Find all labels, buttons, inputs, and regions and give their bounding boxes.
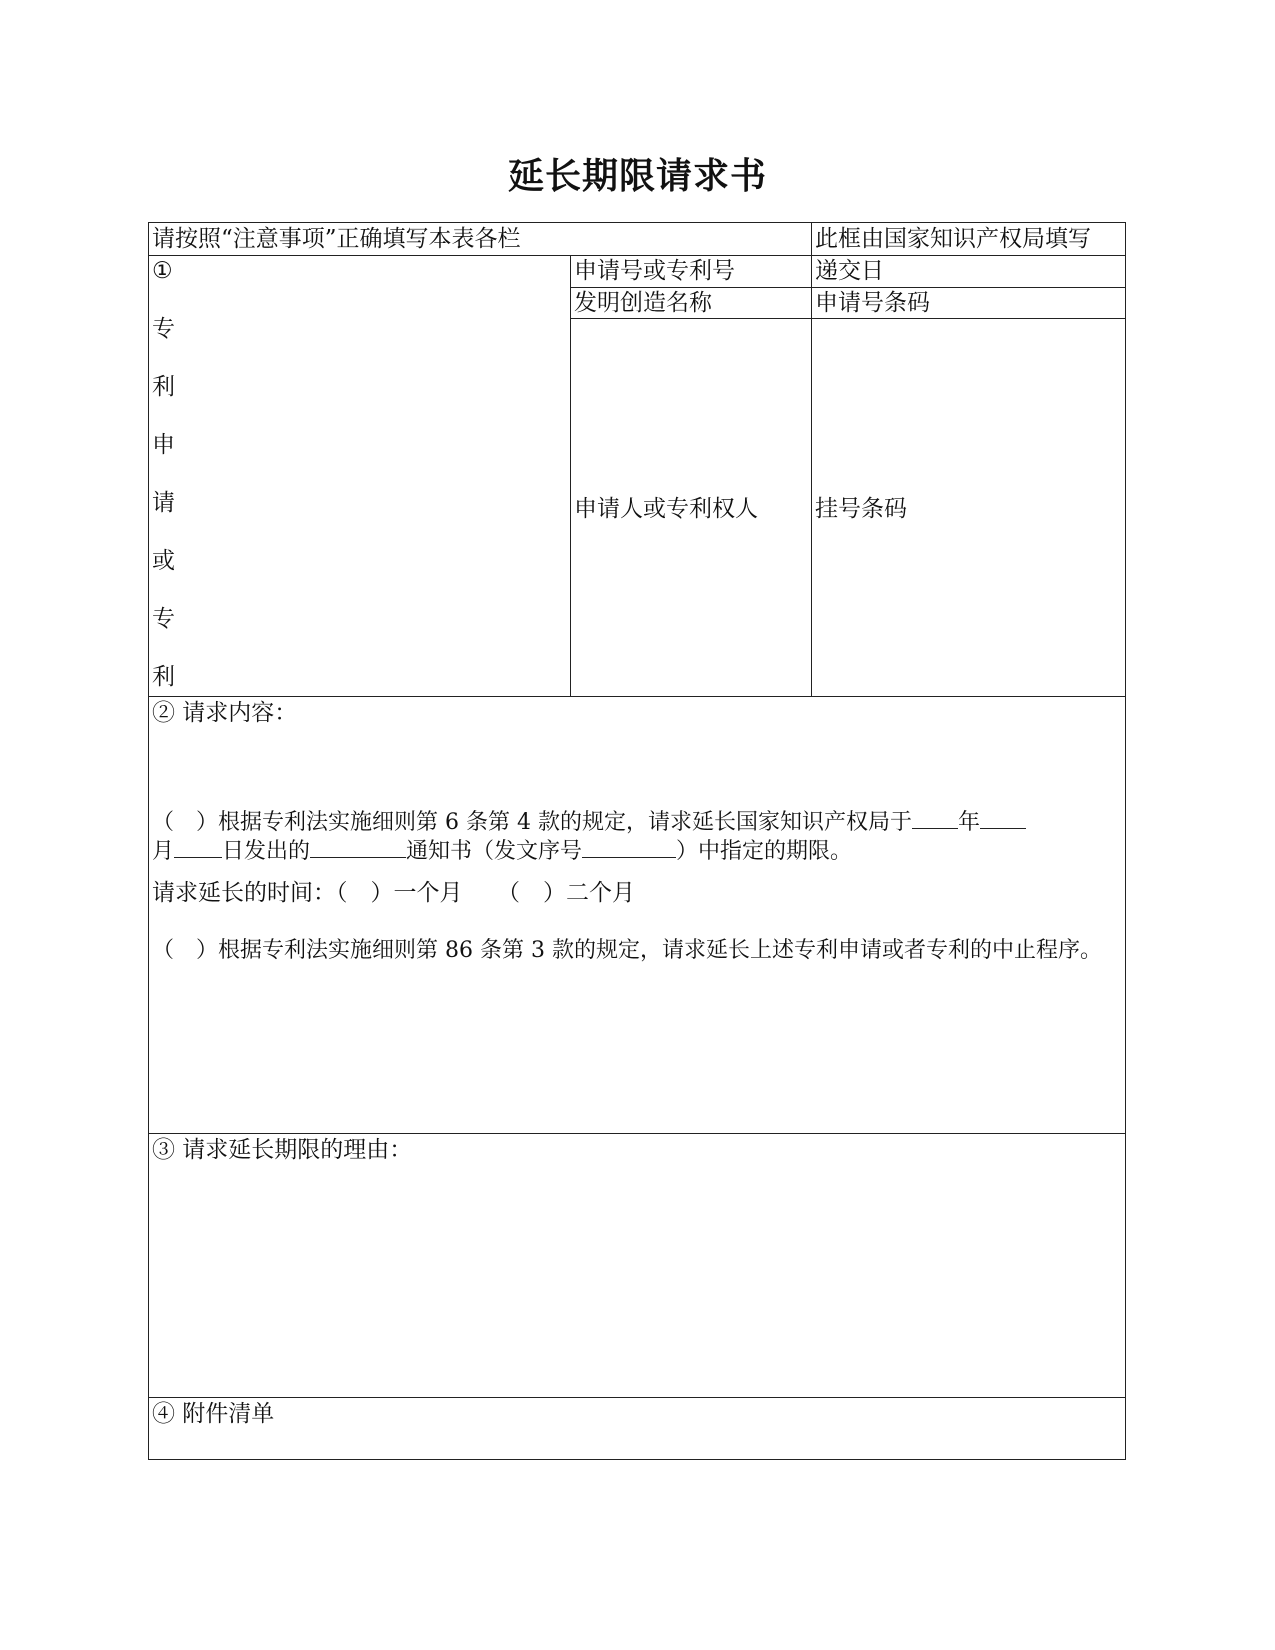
row-divider-header <box>149 255 1125 256</box>
vertical-char: 专 <box>152 606 175 632</box>
year-text: 年 <box>957 810 980 835</box>
vertical-char: 或 <box>152 548 175 574</box>
vertical-char: 申 <box>152 432 175 458</box>
serial-number-blank[interactable] <box>582 837 676 858</box>
request-form <box>148 222 1126 1460</box>
day-blank[interactable] <box>174 837 222 858</box>
section-2-heading: ② 请求内容： <box>152 700 298 726</box>
row-divider-section2 <box>149 696 1125 697</box>
vertical-char: 专 <box>152 316 175 342</box>
row-divider-name <box>570 318 1125 319</box>
vertical-char: 请 <box>152 490 175 516</box>
application-number-label: 申请号或专利号 <box>574 258 735 284</box>
day-text: 日发出的 <box>222 839 311 864</box>
request-text-1: （ ）根据专利法实施细则第 6 条第 4 款的规定，请求延长国家知识产权局于 <box>152 810 912 835</box>
request-text-end: ）中指定的期限。 <box>676 839 853 864</box>
month-blank-line[interactable] <box>980 808 1026 829</box>
col-divider-section1 <box>570 255 571 696</box>
extension-request-paragraph <box>152 808 1118 866</box>
year-blank[interactable] <box>912 808 958 829</box>
patent-application-vertical-label <box>152 315 182 721</box>
page-title: 延长期限请求书 <box>507 156 767 197</box>
invention-name-label: 发明创造名称 <box>574 290 712 316</box>
row-divider-section3 <box>149 1133 1125 1134</box>
office-note-text: 此框由国家知识产权局填写 <box>815 226 1091 252</box>
application-barcode-label: 申请号条码 <box>815 290 930 316</box>
applicant-label: 申请人或专利权人 <box>574 496 758 522</box>
vertical-char: 利 <box>152 664 175 690</box>
extension-time-options: 请求延长的时间：（ ）一个月 （ ）二个月 <box>152 880 635 906</box>
row-divider-appno <box>570 287 1125 288</box>
section-3-heading: ③ 请求延长期限的理由： <box>152 1137 413 1163</box>
notice-type-blank[interactable] <box>310 837 406 858</box>
registered-barcode-label: 挂号条码 <box>815 496 907 522</box>
col-divider-office <box>811 223 812 696</box>
notice-text: 通知书（发文序号 <box>406 839 583 864</box>
submission-date-label: 递交日 <box>815 258 884 284</box>
section-4-heading: ④ 附件清单 <box>152 1401 275 1427</box>
row-divider-section4 <box>149 1397 1125 1398</box>
instruction-text: 请按照“注意事项”正确填写本表各栏 <box>152 226 521 252</box>
month-text: 月 <box>152 839 175 864</box>
section-1-number: ① <box>152 258 173 284</box>
suspension-extension-paragraph: （ ）根据专利法实施细则第 86 条第 3 款的规定，请求延长上述专利申请或者专利的中止程序。 <box>152 938 1102 963</box>
vertical-char: 利 <box>152 374 175 400</box>
